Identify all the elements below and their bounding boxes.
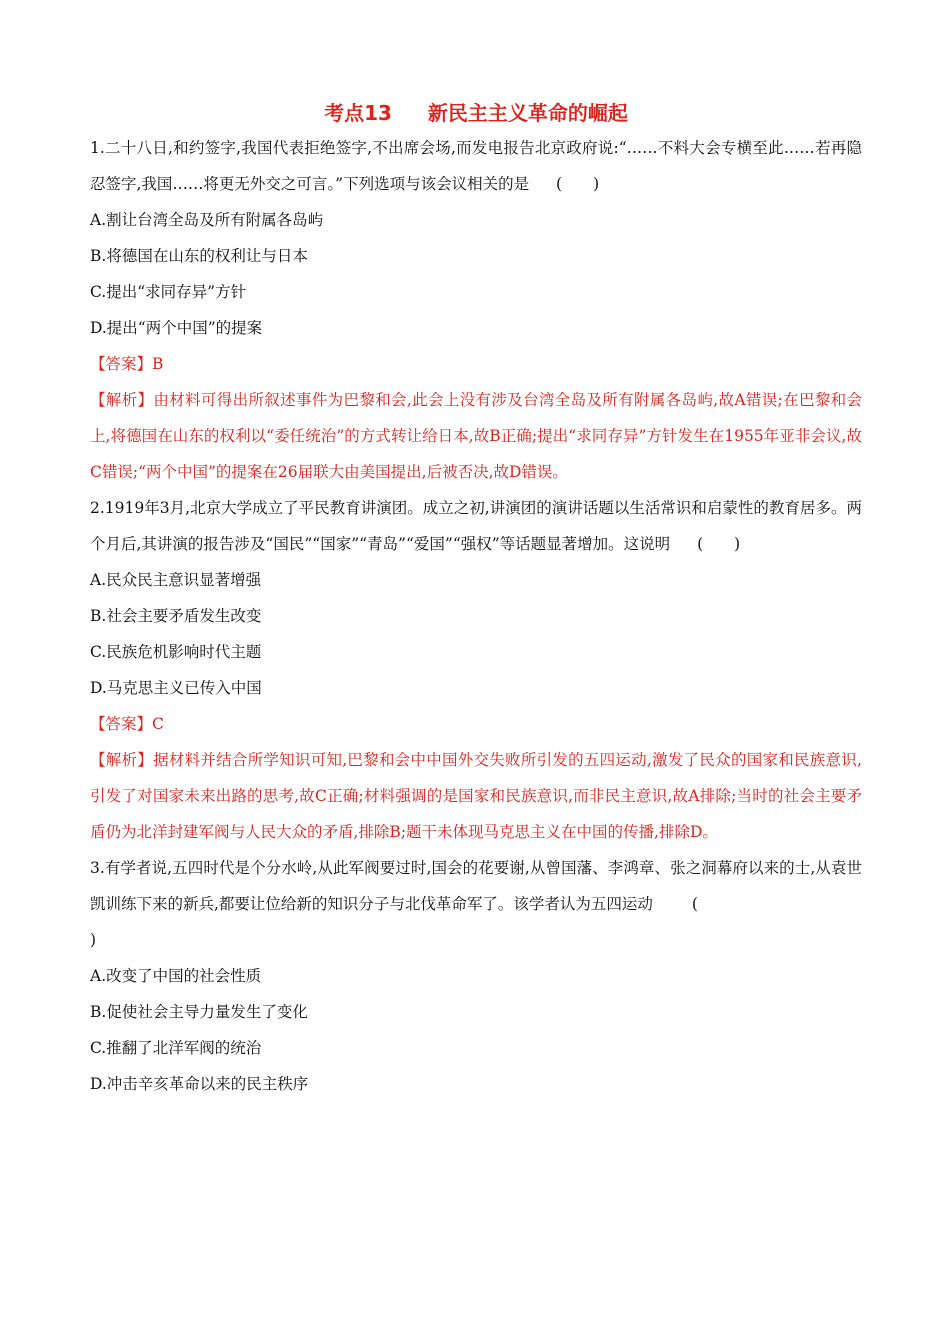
question-2-option-d: D.马克思主义已传入中国 xyxy=(90,679,262,697)
question-1-option-a: A.割让台湾全岛及所有附属各岛屿 xyxy=(90,211,324,229)
question-2-option-c: C.民族危机影响时代主题 xyxy=(90,643,262,661)
answer-value: C xyxy=(152,715,164,733)
question-2-answer xyxy=(90,706,862,742)
question-1-option-b: B.将德国在山东的权利让与日本 xyxy=(90,247,308,265)
explain-text: 由材料可得出所叙述事件为巴黎和会,此会上没有涉及台湾全岛及所有附属各岛屿,故A错误;在巴黎和会上,将德国在山东的权利以“委任统治”的方式转让给日本,故B正确;提出“求同存异”方针发生在1955年亚非会议,故C错误;“两个中国”的提案在26届联大由美国提出,后被否决,故D错误。 xyxy=(90,391,862,481)
question-2-stem: 2.1919年3月,北京大学成立了平民教育讲演团。成立之初,讲演团的演讲话题以生活常识和启蒙性的教育居多。两个月后,其讲演的报告涉及“国民”“国家”“青岛”“爱国”“强权”等话题显著增加。这说明 ( ) xyxy=(90,499,862,553)
explain-tag: 【解析】 xyxy=(90,751,154,769)
answer-value: B xyxy=(152,355,164,373)
question-1-explanation xyxy=(90,382,862,490)
question-3-option-c: C.推翻了北洋军阀的统治 xyxy=(90,1039,262,1057)
question-1-stem: 1.二十八日,和约签字,我国代表拒绝签字,不出席会场,而发电报告北京政府说:“……不料大会专横至此……若再隐忍签字,我国……将更无外交之可言。”下列选项与该会议相关的是 ( ) xyxy=(90,139,862,193)
question-3-option-b: B.促使社会主导力量发生了变化 xyxy=(90,1003,308,1021)
explain-text: 据材料并结合所学知识可知,巴黎和会中中国外交失败所引发的五四运动,激发了民众的国家和民族意识,引发了对国家未来出路的思考,故C正确;材料强调的是国家和民族意识,而非民主意识,故A排除;当时的社会主要矛盾仍为北洋封建军阀与人民大众的矛盾,排除B;题干未体现马克思主义在中国的传播,排除D。 xyxy=(90,751,862,841)
explain-tag: 【解析】 xyxy=(90,391,154,409)
topic-title: 新民主主义革命的崛起 xyxy=(427,101,628,125)
question-2-option-a: A.民众民主意识显著增强 xyxy=(90,571,262,589)
answer-paren: ( ) xyxy=(556,175,600,193)
answer-paren: ( ) xyxy=(90,895,698,949)
question-3-option-a: A.改变了中国的社会性质 xyxy=(90,967,262,985)
page-title xyxy=(90,96,862,130)
question-2-option-b: B.社会主要矛盾发生改变 xyxy=(90,607,262,625)
answer-tag: 【答案】 xyxy=(90,715,153,733)
question-2-explanation xyxy=(90,742,862,850)
document-page xyxy=(90,96,862,1102)
question-1-answer xyxy=(90,346,862,382)
question-1-option-c: C.提出“求同存异”方针 xyxy=(90,283,247,301)
answer-tag: 【答案】 xyxy=(90,355,153,373)
question-1-option-d: D.提出“两个中国”的提案 xyxy=(90,319,263,337)
question-3-stem: 3.有学者说,五四时代是个分水岭,从此军阀要过时,国会的花要谢,从曾国藩、李鸿章、张之洞幕府以来的士,从袁世凯训练下来的新兵,都要让位给新的知识分子与北伐革命军了。该学者认为五四运动 ( ) xyxy=(90,859,862,949)
answer-paren: ( ) xyxy=(697,535,741,553)
question-3-option-d: D.冲击辛亥革命以来的民主秩序 xyxy=(90,1075,309,1093)
topic-label: 考点13 xyxy=(324,101,392,125)
